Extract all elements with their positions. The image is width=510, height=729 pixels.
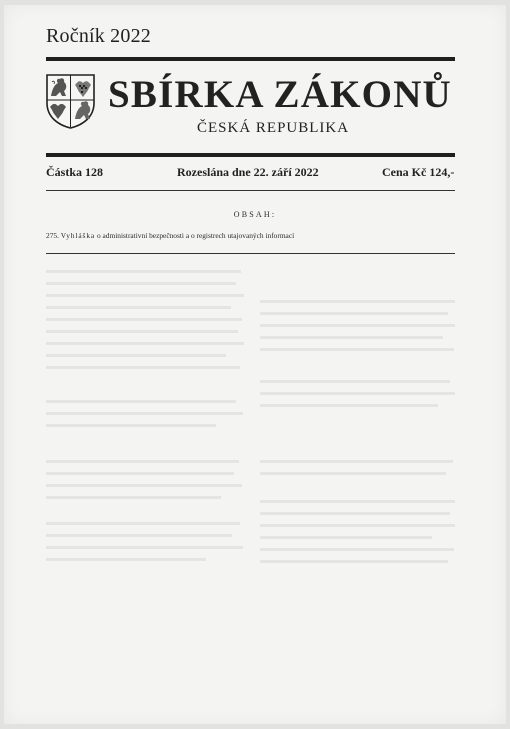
publication-title: SBÍRKA ZÁKONŮ [108, 73, 452, 116]
info-rule [46, 190, 455, 191]
toc-entry-number: 275. [46, 231, 59, 240]
contents-bottom-rule [46, 253, 455, 254]
toc-entry [46, 231, 294, 240]
price-label: Cena Kč 124,- [382, 165, 455, 179]
publication-subtitle: ČESKÁ REPUBLIKA [197, 120, 350, 136]
document-page [4, 5, 506, 724]
contents-heading: OBSAH: [233, 210, 277, 219]
volume-label: Ročník 2022 [46, 25, 151, 47]
top-rule [46, 57, 455, 61]
state-coat-of-arms-icon [45, 73, 96, 130]
distribution-date: Rozeslána dne 22. září 2022 [177, 165, 319, 179]
toc-entry-type: Vyhláška [60, 231, 96, 240]
issue-number: Částka 128 [46, 165, 104, 179]
bleed-through-texture [46, 260, 455, 590]
toc-entry-title: o administrativní bezpečnosti a o registrech utajovaných informací [96, 231, 295, 240]
middle-rule [46, 153, 455, 157]
